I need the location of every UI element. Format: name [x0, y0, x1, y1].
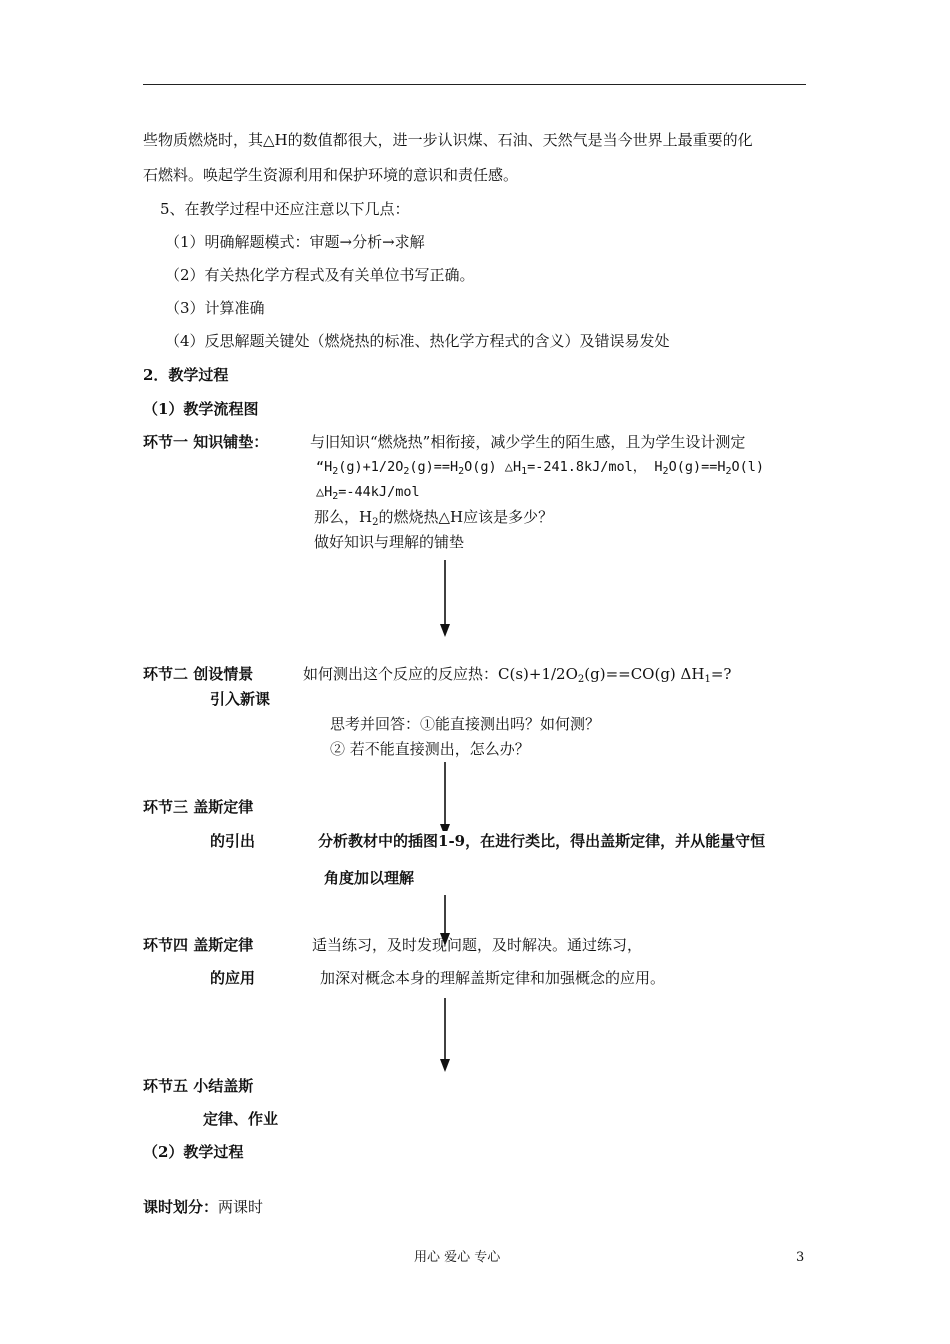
- notes-item-1: （1）明确解题模式：审题→分析→求解: [165, 233, 425, 251]
- stage2-label-2: 引入新课: [210, 690, 271, 708]
- stage3-label-2: 的引出: [210, 832, 256, 850]
- stage3-label-1: 环节三 盖斯定律: [143, 798, 254, 816]
- notes-item-2: （2）有关热化学方程式及有关单位书写正确。: [165, 266, 475, 284]
- stage1-question: 那么，$H_2$的燃烧热△H应该是多少？: [314, 508, 554, 528]
- stage4-label-2: 的应用: [210, 969, 256, 987]
- process-title: （2）教学过程: [143, 1143, 244, 1161]
- flow-title: （1）教学流程图: [143, 400, 259, 418]
- stage1-equation-1: “$H_2(g)+1/2O_2(g)==H_2O(g)$ $\triangle H_1=-241.8kJ$/mol， $H_2O(g)==H_2O(l)$: [316, 459, 765, 477]
- footer-motto: 用心 爱心 专心: [414, 1250, 501, 1265]
- flow-arrow-2: [437, 762, 453, 838]
- stage3-text-2: 角度加以理解: [324, 869, 415, 887]
- stage5-label-2: 定律、作业: [203, 1110, 279, 1128]
- stage4-text-2: 加深对概念本身的理解盖斯定律和加强概念的应用。: [320, 969, 666, 987]
- stage1-label: 环节一 知识铺垫：: [143, 433, 269, 451]
- stage1-equation-2: $\triangle H_2=-44kJ$/mol: [316, 484, 420, 502]
- stage5-label-1: 环节五 小结盖斯: [143, 1077, 254, 1095]
- stage1-text-end: 做好知识与理解的铺垫: [314, 533, 465, 551]
- notes-heading: 5、在教学过程中还应注意以下几点：: [160, 200, 410, 218]
- stage4-text-1: 适当练习，及时发现问题，及时解决。通过练习，: [312, 936, 643, 954]
- stage1-text-1: 与旧知识“燃烧热”相衔接，减少学生的陌生感，且为学生设计测定: [310, 433, 746, 451]
- header-rule: [143, 84, 806, 85]
- page-number: 3: [796, 1250, 805, 1265]
- class-periods: 课时划分：两课时: [143, 1198, 264, 1216]
- stage4-label-1: 环节四 盖斯定律: [143, 936, 254, 954]
- stage2-label-1: 环节二 创设情景: [143, 665, 254, 683]
- stage3-text-1: 分析教材中的插图1-9，在进行类比，得出盖斯定律，并从能量守恒: [318, 832, 766, 850]
- stage2-question: 如何测出这个反应的反应热：$C(s)+1/2O_2(g)==CO(g)$ $\Delta H_1=$?: [303, 665, 732, 685]
- stage2-think-2: ② 若不能直接测出，怎么办？: [330, 740, 530, 758]
- notes-item-4: （4）反思解题关键处（燃烧热的标准、热化学方程式的含义）及错误易发处: [165, 332, 670, 350]
- section-title: 2．教学过程: [143, 366, 229, 384]
- stage2-think-1: 思考并回答：①能直接测出吗？如何测？: [330, 715, 601, 733]
- flow-arrow-4: [437, 998, 453, 1073]
- notes-item-3: （3）计算准确: [165, 299, 265, 317]
- flow-arrow-1: [437, 560, 453, 638]
- intro-line-1: 些物质燃烧时，其△H的数值都很大，进一步认识煤、石油、天然气是当今世界上最重要的化: [143, 131, 753, 149]
- intro-line-2: 石燃料。唤起学生资源利用和保护环境的意识和责任感。: [143, 166, 519, 184]
